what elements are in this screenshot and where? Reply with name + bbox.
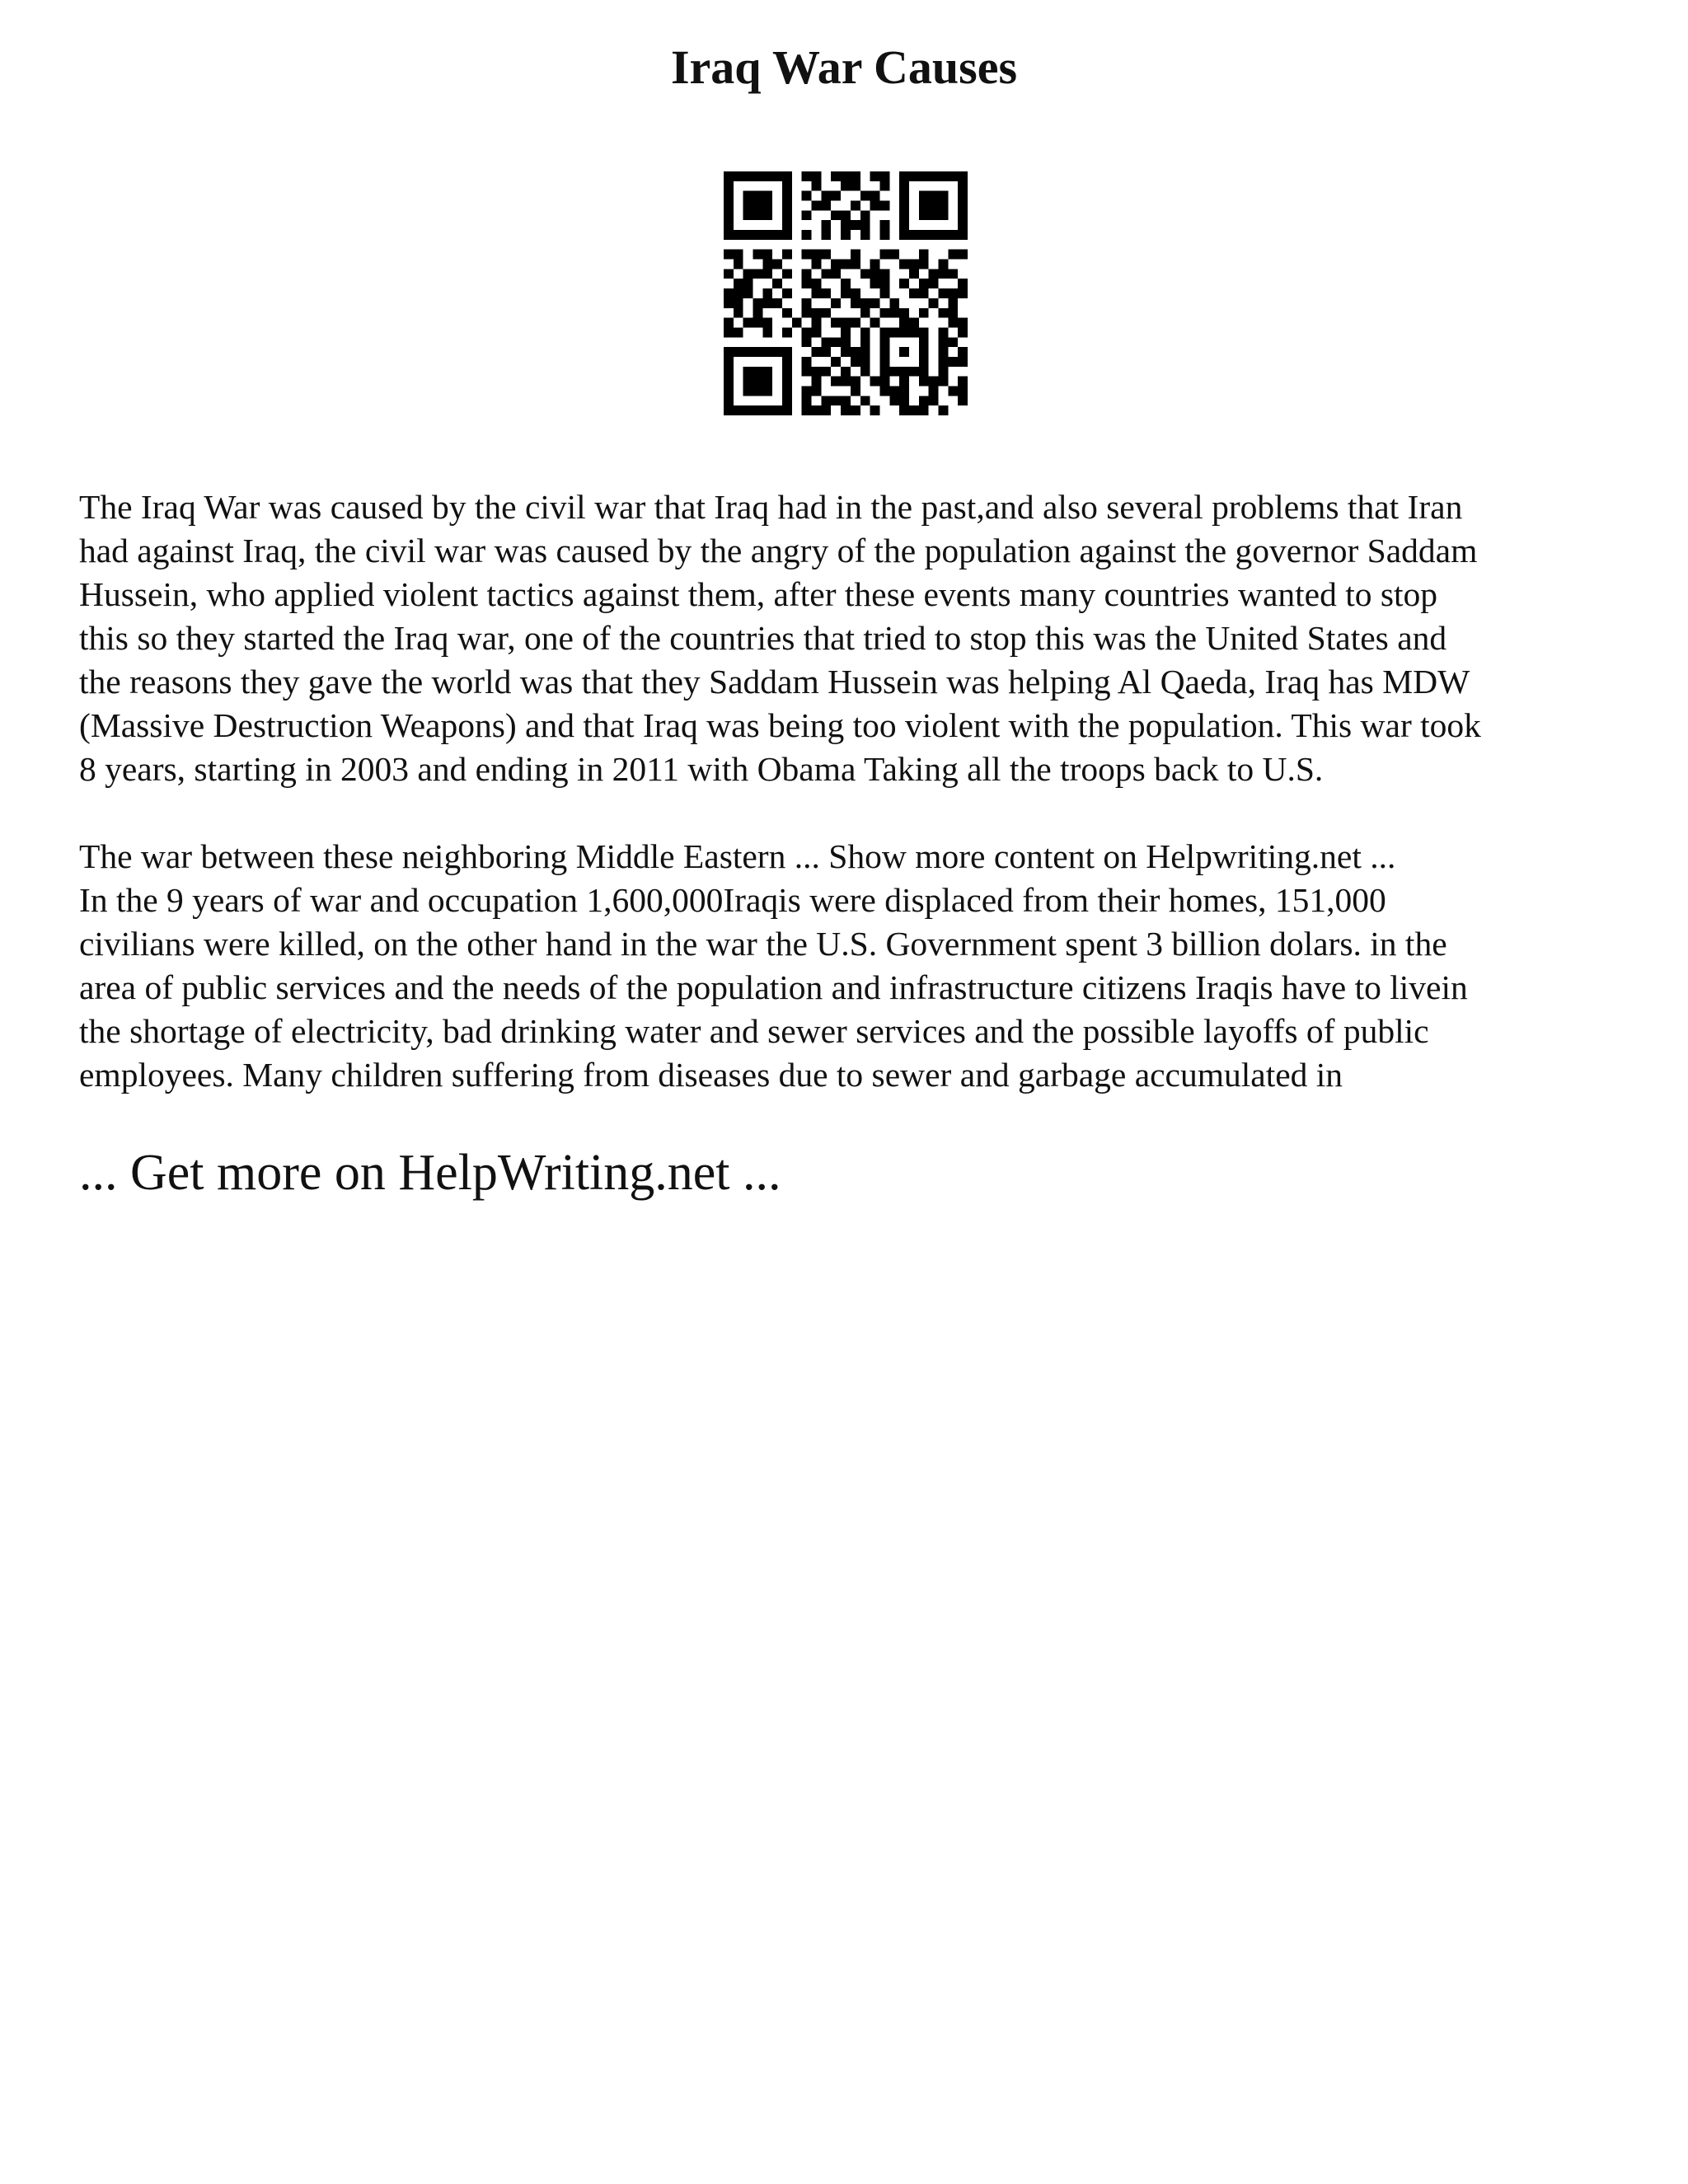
paragraph-consequences bbox=[79, 835, 1629, 1097]
paragraph-line: civilians were killed, on the other hand in the war the U.S. Government spent 3 billion dolars. in the bbox=[79, 925, 1447, 963]
paragraph-line: The war between these neighboring Middle Eastern ... Show more content on Helpwriting.net ... bbox=[79, 837, 1396, 875]
paragraph-line: area of public services and the needs of the population and infrastructure citizens Iraqis have to livein bbox=[79, 968, 1468, 1006]
get-more-link[interactable]: ... Get more on HelpWriting.net ... bbox=[79, 1145, 781, 1201]
paragraph-line: the shortage of electricity, bad drinking water and sewer services and the possible layoffs of public bbox=[79, 1012, 1429, 1050]
paragraph-line: (Massive Destruction Weapons) and that Iraq was being too violent with the population. This war took bbox=[79, 706, 1481, 744]
paragraph-line: this so they started the Iraq war, one of the countries that tried to stop this was the United States and bbox=[79, 619, 1447, 657]
paragraph-line: had against Iraq, the civil war was caused by the angry of the population against the governor Saddam bbox=[79, 532, 1478, 569]
paragraph-causes bbox=[79, 485, 1629, 791]
qr-code bbox=[724, 171, 968, 415]
paragraph-line: the reasons they gave the world was that they Saddam Hussein was helping Al Qaeda, Iraq has MDW bbox=[79, 663, 1470, 701]
paragraph-line: Hussein, who applied violent tactics against them, after these events many countries wanted to stop bbox=[79, 575, 1438, 613]
paragraph-line: 8 years, starting in 2003 and ending in 2011 with Obama Taking all the troops back to U.S. bbox=[79, 750, 1324, 788]
paragraph-line: employees. Many children suffering from diseases due to sewer and garbage accumulated in bbox=[79, 1056, 1343, 1094]
paragraph-line: The Iraq War was caused by the civil war that Iraq had in the past,and also several problems that Iran bbox=[79, 488, 1463, 526]
document-title: Iraq War Causes bbox=[670, 40, 1018, 94]
paragraph-line: In the 9 years of war and occupation 1,600,000Iraqis were displaced from their homes, 151,000 bbox=[79, 881, 1386, 919]
